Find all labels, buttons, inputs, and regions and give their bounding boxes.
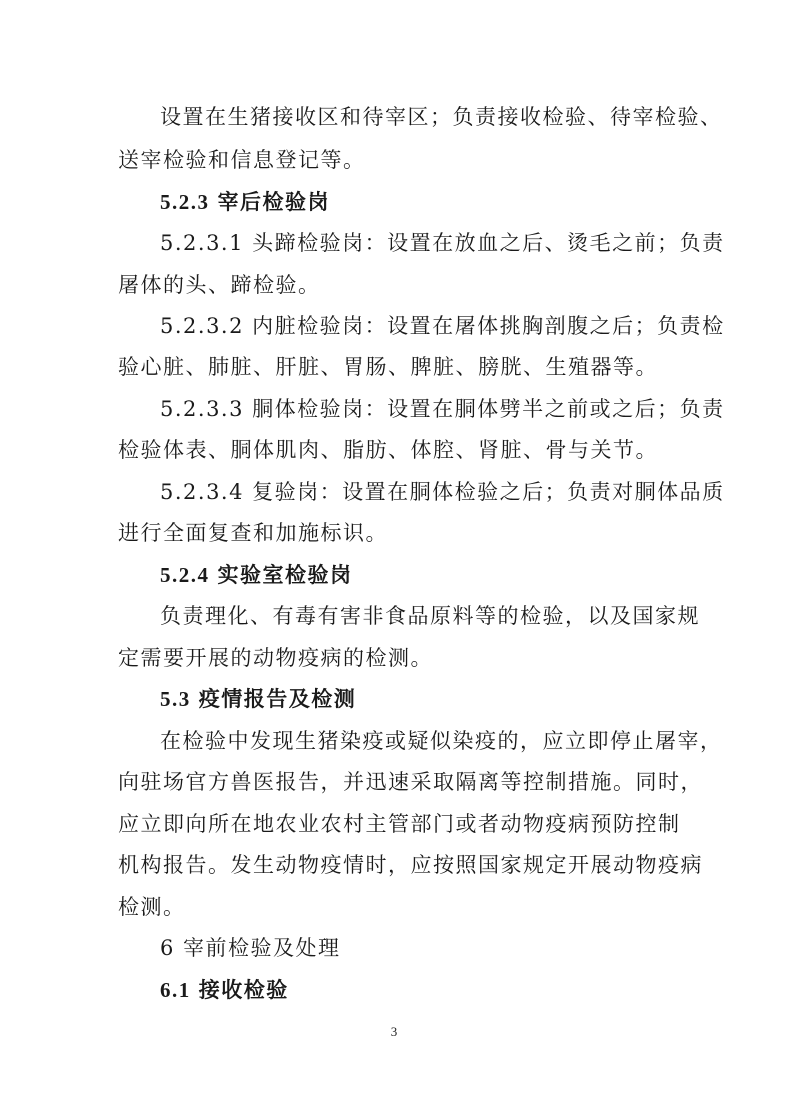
section-heading-5-3	[0, 684, 788, 714]
paragraph-line: 5.2.3.3 胴体检验岗：设置在胴体劈半之前或之后；负责	[160, 397, 725, 421]
heading-text: 疫情报告及检测	[198, 686, 357, 711]
paragraph-line: 定需要开展的动物疫病的检测。	[118, 646, 433, 670]
heading-number: 5.2.4	[160, 563, 210, 587]
paragraph-line: 屠体的头、蹄检验。	[118, 273, 321, 297]
paragraph-line: 送宰检验和信息登记等。	[118, 148, 366, 172]
heading-number: 5.2.3	[160, 190, 210, 214]
section-heading-5-2-4	[0, 560, 788, 590]
paragraph-line: 5.2.3.2 内脏检验岗：设置在屠体挑胸剖腹之后；负责检	[160, 314, 725, 338]
paragraph-line: 负责理化、有毒有害非食品原料等的检验，以及国家规	[160, 604, 700, 628]
paragraph-line: 5.2.3.4 复验岗：设置在胴体检验之后；负责对胴体品质	[160, 480, 725, 504]
heading-number: 6.1	[160, 978, 191, 1002]
paragraph-line: 应立即向所在地农业农村主管部门或者动物疫病预防控制	[118, 812, 681, 836]
paragraph-line: 在检验中发现生猪染疫或疑似染疫的，应立即停止屠宰，	[160, 729, 723, 753]
paragraph-line: 机构报告。发生动物疫情时，应按照国家规定开展动物疫病	[118, 853, 703, 877]
paragraph-line: 检验体表、胴体肌肉、脂肪、体腔、肾脏、骨与关节。	[118, 438, 658, 462]
paragraph-line: 检测。	[118, 895, 186, 919]
page-number: 3	[390, 1024, 398, 1039]
paragraph-line: 向驻场官方兽医报告，并迅速采取隔离等控制措施。同时，	[118, 770, 703, 794]
section-heading-5-2-3	[0, 187, 788, 217]
chapter-heading-6: 6 宰前检验及处理	[160, 936, 341, 960]
heading-text: 实验室检验岗	[217, 562, 353, 587]
paragraph-line: 5.2.3.1 头蹄检验岗：设置在放血之后、烫毛之前；负责	[160, 231, 725, 255]
paragraph-line: 设置在生猪接收区和待宰区；负责接收检验、待宰检验、	[160, 105, 723, 129]
section-heading-6-1	[0, 975, 788, 1005]
heading-number: 5.3	[160, 687, 191, 711]
paragraph-line: 验心脏、肺脏、肝脏、胃肠、脾脏、膀胱、生殖器等。	[118, 355, 658, 379]
heading-text: 宰后检验岗	[217, 189, 330, 214]
paragraph-line: 进行全面复查和加施标识。	[118, 521, 388, 545]
heading-text: 接收检验	[198, 977, 289, 1002]
